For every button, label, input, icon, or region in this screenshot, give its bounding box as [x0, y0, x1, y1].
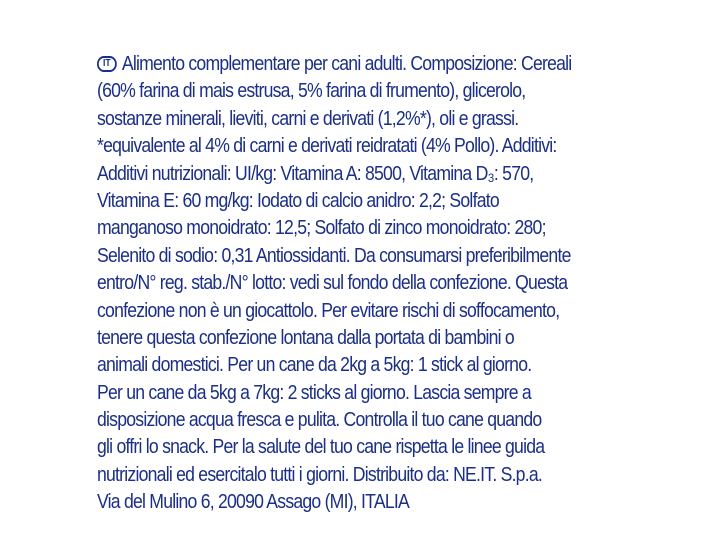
label-line-12: animali domestici. Per un cane da 2kg a 5kg: 1 stick al giorno.	[97, 353, 532, 377]
label-line-2: (60% farina di mais estrusa, 5% farina di frumento), glicerolo,	[97, 79, 526, 103]
label-line-4: *equivalente al 4% di carni e derivati reidratati (4% Pollo). Additivi:	[97, 134, 557, 158]
label-line-7: manganoso monoidrato: 12,5; Solfato di zinco monoidrato: 280;	[97, 216, 546, 240]
label-line-1-text: Alimento complementare per cani adulti. Composizione: Cereali	[121, 52, 572, 75]
label-line-15: gli offri lo snack. Per la salute del tuo cane rispetta le linee guida	[97, 435, 545, 459]
label-line-3: sostanze minerali, lieviti, carni e derivati (1,2%*), oli e grassi.	[97, 106, 519, 130]
product-label-text	[97, 50, 613, 516]
label-line-11: tenere questa confezione lontana dalla portata di bambini o	[97, 325, 514, 349]
label-line-9: entro/N° reg. stab./N° lotto: vedi sul fondo della confezione. Questa	[97, 271, 568, 295]
label-line-5: Additivi nutrizionali: UI/kg: Vitamina A: 8500, Vitamina D₃: 570,	[97, 161, 534, 185]
label-line-16: nutrizionali ed esercitalo tutti i giorni. Distribuito da: NE.IT. S.p.a.	[97, 462, 543, 486]
label-line-6: Vitamina E: 60 mg/kg: Iodato di calcio anidro: 2,2; Solfato	[97, 188, 499, 212]
label-line-13: Per un cane da 5kg a 7kg: 2 sticks al giorno. Lascia sempre a	[97, 380, 531, 404]
label-line-10: confezione non è un giocattolo. Per evitare rischi di soffocamento,	[97, 298, 560, 322]
label-line-17: Via del Mulino 6, 20090 Assago (MI), ITALIA	[97, 490, 410, 514]
language-badge: IT	[97, 56, 117, 72]
label-line-8: Selenito di sodio: 0,31 Antiossidanti. Da consumarsi preferibilmente	[97, 243, 571, 267]
label-line-1	[97, 50, 613, 77]
label-line-14: disposizione acqua fresca e pulita. Controlla il tuo cane quando	[97, 408, 542, 432]
